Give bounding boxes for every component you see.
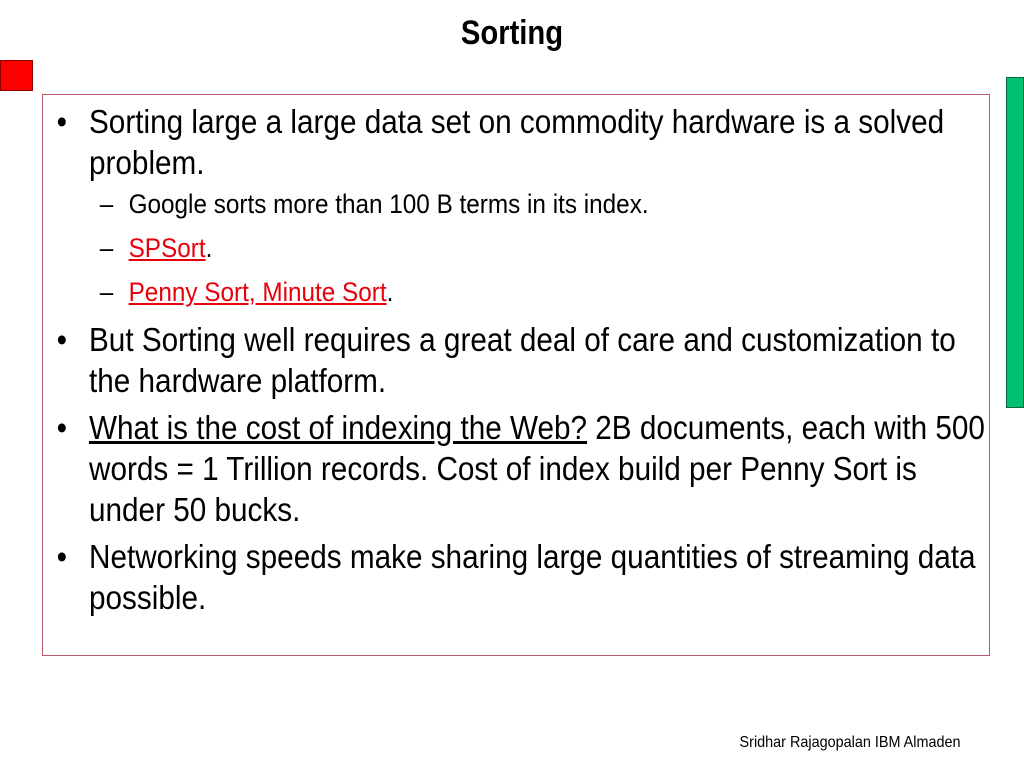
bullet-marker: •: [56, 103, 68, 140]
web-index-cost-link[interactable]: What is the cost of indexing the Web?: [89, 409, 588, 446]
bullet-item: [53, 319, 989, 401]
sub-item: [89, 231, 989, 265]
bullet-list: [53, 101, 985, 624]
spsort-link[interactable]: SPSort: [128, 233, 206, 263]
bullet-item: [53, 536, 989, 618]
content-box: [42, 94, 990, 656]
bullet-text: Networking speeds make sharing large quantities of streaming data possible.: [89, 538, 976, 616]
bullet-text: 2B documents, each with 500 words = 1 Trillion records. Cost of index build per Penny Sort is under 50 bucks.: [89, 409, 985, 528]
bullet-item: [53, 407, 989, 530]
sub-marker: –: [99, 189, 114, 219]
sub-item: [89, 275, 989, 309]
sub-item-suffix: .: [205, 233, 213, 263]
penny-sort-link[interactable]: Penny Sort, Minute Sort: [128, 277, 387, 307]
bullet-text: But Sorting well requires a great deal of care and customization to the hardware platform.: [89, 321, 956, 399]
sub-marker: –: [99, 277, 114, 307]
sub-item-text: Google sorts more than 100 B terms in its index.: [128, 189, 649, 219]
green-bar-decoration: [1006, 77, 1024, 408]
bullet-text: Sorting large a large data set on commodity hardware is a solved problem.: [89, 103, 945, 181]
red-square-decoration: [0, 60, 33, 91]
sub-item: [89, 187, 989, 221]
footer-credit: Sridhar Rajagopalan IBM Almaden: [739, 734, 960, 751]
bullet-marker: •: [56, 321, 68, 358]
slide-title: Sorting: [460, 14, 564, 52]
sub-list: [89, 187, 989, 309]
sub-marker: –: [99, 233, 114, 263]
bullet-item: [53, 101, 989, 309]
bullet-marker: •: [56, 409, 68, 446]
bullet-marker: •: [56, 538, 68, 575]
sub-item-suffix: .: [386, 277, 394, 307]
